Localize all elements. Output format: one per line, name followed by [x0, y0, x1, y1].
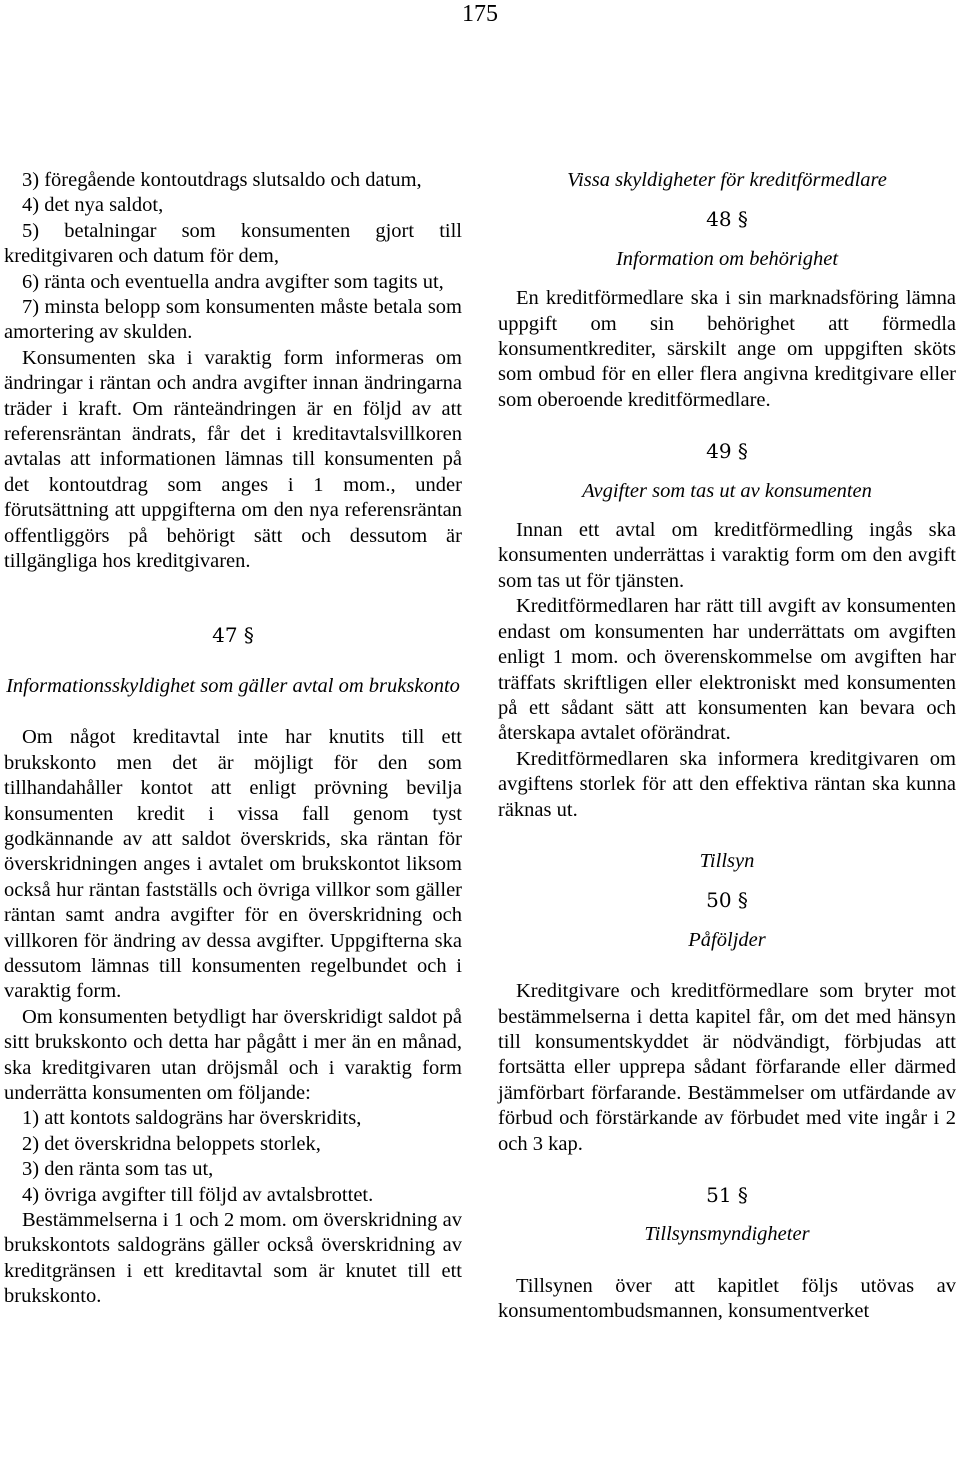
chapter-heading: Vissa skyldigheter för kreditförmedlare: [567, 169, 887, 191]
section-number: 51 §: [706, 1183, 748, 1207]
list-item: 7) minsta belopp som konsumenten måste betala som amortering av skulden.: [4, 296, 462, 344]
paragraph: Kreditgivare och kreditförmedlare som bryter mot bestämmelserna i detta kapitel får, om det med hänsyn till konsumentskyddet är nödvändigt, förbjudas att fortsätta eller upprepa sådant förfarande eller därmed jämförbart förfarande. Bestämmelser om utfärdande av förbud och förstärkande av förbudet med vite ingår i 2 och 3 kap.: [498, 980, 956, 1155]
left-column: [4, 168, 462, 1310]
list-item: 3) den ränta som tas ut,: [22, 1158, 214, 1181]
paragraph: En kreditförmedlare ska i sin marknadsföring lämna uppgift om sin behörighet att förmedla konsumentkrediter, särskilt ange om uppgiften sköts som ombud för en eller flera angivna kreditgivare eller som oberoende kreditförmedlare.: [498, 287, 956, 411]
list-item: 3) föregående kontoutdrags slutsaldo och datum,: [22, 169, 422, 191]
paragraph: Kreditförmedlaren ska informera kreditgivaren om avgiftens storlek för att den effektiva räntan ska kunna räknas ut.: [498, 747, 956, 821]
section-number: 50 §: [706, 888, 748, 913]
paragraph: Tillsynen över att kapitlet följs utövas av konsumentombudsmannen, konsumentverket: [498, 1274, 956, 1323]
list-a: [4, 168, 462, 346]
list-item: 4) övriga avgifter till följd av avtalsbrottet.: [22, 1183, 374, 1206]
section-heading: Information om behörighet: [615, 247, 839, 270]
paragraph: Innan ett avtal om kreditförmedling ingås ska konsumenten underrättas i varaktig form om den avgift som tas ut för tjänsten.: [498, 519, 956, 592]
section-heading: Tillsynsmyndigheter: [644, 1223, 810, 1246]
list-item: 6) ränta och eventuella andra avgifter som tagits ut,: [22, 270, 444, 293]
section-heading: Påföljder: [688, 928, 766, 951]
list-item: 4) det nya saldot,: [22, 194, 164, 217]
list-item: 2) det överskridna beloppets storlek,: [22, 1132, 321, 1155]
paragraph: Om konsumenten betydligt har överskridigt saldot på sitt brukskonto och detta har pågått i mer än en månad, ska kreditgivaren utan dröjsmål och i varaktig form underrätta konsumenten om följande:: [4, 1005, 462, 1104]
section-heading: Informationsskyldighet som gäller avtal om brukskonto: [6, 674, 460, 697]
section-number: 48 §: [706, 207, 748, 232]
paragraph: Bestämmelserna i 1 och 2 mom. om överskridning av brukskontots saldogräns gäller också överskridning av kreditgränsen i ett kreditavtal som är knutet till ett brukskonto.: [4, 1209, 462, 1308]
section-heading: Avgifter som tas ut av konsumenten: [582, 479, 872, 502]
paragraph: Om något kreditavtal inte har knutits till ett brukskonto men det är möjligt för den som tillhandahåller kontot att enligt prövning bevilja konsumenten kredit i vissa fall genom tyst godkännande av att saldot överskrids, ska räntan för överskridningen anges i avtalet om brukskontot liksom också hur räntan fastställs och övriga villkor som gäller räntan samt andra avgifter för en överskridning och villkoren för ändring av dessa avgifter. Uppgifterna ska dessutom lämnas till konsumenten regelbundet och i varaktig form.: [4, 726, 462, 1003]
list-b: [4, 1106, 462, 1208]
paragraph: Konsumenten ska i varaktig form informeras om ändringar i räntan och andra avgifter innan ändringarna träder i kraft. Om ränteändringen är en följd av att referensräntan ändrats, får det i kreditavtalsvillkoren avtalas att informationen lämnas till konsumenten på det kontoutdrag som anges i 1 mom., under förutsättning att uppgifterna om den nya referensräntan offentliggörs på behörigt sätt och dessutom är tillgängliga hos kreditgivaren.: [4, 346, 462, 573]
list-item: 5) betalningar som konsumenten gjort till kreditgivaren och datum för dem,: [4, 219, 462, 268]
section-heading: Tillsyn: [699, 849, 755, 872]
paragraph: Kreditförmedlaren har rätt till avgift av konsumenten endast om konsumenten har underrättats om avgiften enligt 1 mom. och överenskommelse om avgiften har träffats skriftligen eller elektroniskt med konsumenten på ett sådant sätt att konsumenten kan bevara och återskapa avtalet oförändrat.: [498, 595, 956, 745]
section-number: 49 §: [706, 439, 748, 464]
section-number: 47 §: [212, 622, 254, 647]
list-item: 1) att kontots saldogräns har överskridits,: [22, 1107, 362, 1130]
page-number: 175: [462, 1, 498, 27]
right-column: [498, 168, 956, 1325]
